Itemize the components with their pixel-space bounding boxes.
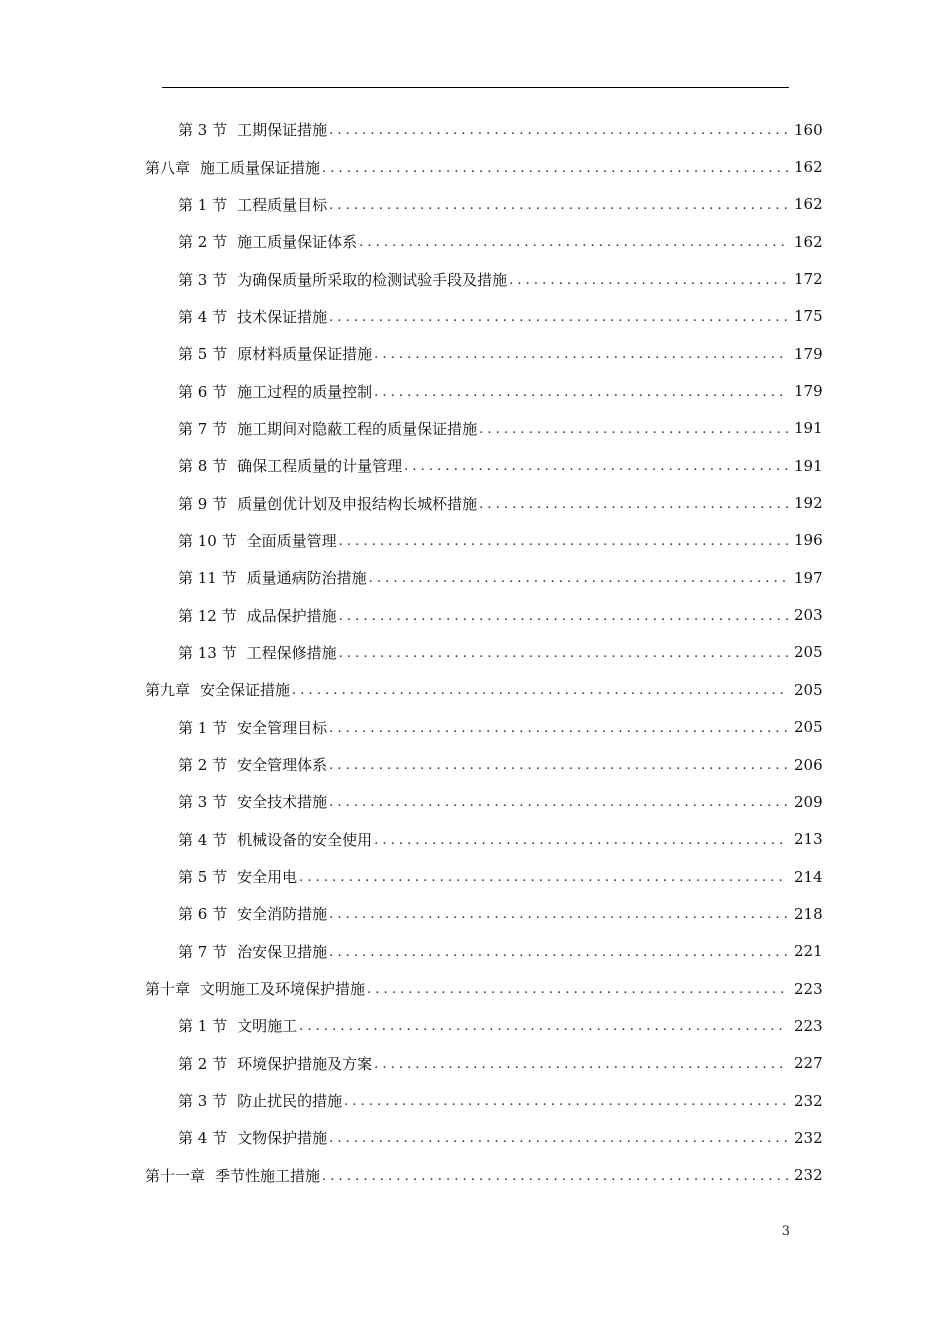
toc-entry-title: 安全管理体系 — [237, 756, 328, 775]
toc-entry-label — [178, 119, 327, 140]
toc-entry-number: 第 2 节 — [178, 756, 228, 775]
toc-entry-number: 第 9 节 — [178, 494, 228, 513]
toc-section-entry[interactable] — [0, 447, 822, 484]
toc-entry-number: 第 4 节 — [178, 307, 228, 326]
toc-chapter-entry[interactable] — [0, 1157, 822, 1194]
toc-entry-page: 162 — [794, 195, 823, 214]
toc-entry-label — [178, 306, 327, 327]
toc-dot-leader — [329, 310, 788, 325]
toc-entry-page: 232 — [794, 1166, 823, 1185]
toc-entry-label — [178, 1015, 297, 1036]
toc-entry-title: 质量创优计划及申报结构长城杯措施 — [237, 494, 478, 513]
toc-dot-leader — [479, 497, 788, 512]
toc-entry-label — [178, 343, 372, 364]
toc-entry-page: 205 — [794, 718, 823, 737]
toc-entry-number: 第 6 节 — [178, 382, 228, 401]
toc-entry-title: 工程质量目标 — [237, 195, 328, 214]
toc-dot-leader — [339, 646, 788, 661]
toc-entry-number: 第 1 节 — [178, 718, 228, 737]
toc-entry-page: 191 — [794, 456, 823, 475]
toc-entry-title: 防止扰民的措施 — [237, 1092, 343, 1111]
toc-entry-number: 第 13 节 — [178, 643, 237, 662]
toc-entry-title: 季节性施工措施 — [215, 1166, 321, 1185]
toc-entry-number: 第十一章 — [145, 1166, 206, 1185]
toc-entry-label — [145, 157, 320, 178]
toc-entry-page: 213 — [794, 830, 823, 849]
toc-entry-number: 第 6 节 — [178, 905, 228, 924]
toc-entry-label — [178, 829, 372, 850]
toc-entry-page: 206 — [794, 755, 823, 774]
toc-entry-title: 安全用电 — [237, 868, 298, 887]
toc-entry-title: 确保工程质量的计量管理 — [237, 457, 403, 476]
toc-entry-number: 第 3 节 — [178, 121, 228, 140]
toc-section-entry[interactable] — [0, 484, 822, 521]
toc-section-entry[interactable] — [0, 223, 822, 260]
toc-dot-leader — [299, 870, 788, 885]
toc-section-entry[interactable] — [0, 559, 822, 596]
toc-dot-leader — [329, 1131, 788, 1146]
toc-entry-page: 203 — [794, 606, 823, 625]
toc-entry-label — [178, 1127, 327, 1148]
toc-entry-label — [178, 754, 327, 775]
toc-entry-number: 第 11 节 — [178, 569, 237, 588]
toc-entry-title: 安全消防措施 — [237, 905, 328, 924]
toc-section-entry[interactable] — [0, 111, 822, 148]
toc-dot-leader — [344, 1094, 788, 1109]
toc-entry-label — [178, 567, 367, 588]
toc-chapter-entry[interactable] — [0, 970, 822, 1007]
toc-entry-label — [145, 679, 290, 700]
toc-entry-page: 214 — [794, 867, 823, 886]
toc-section-entry[interactable] — [0, 895, 822, 932]
toc-entry-number: 第 1 节 — [178, 1017, 228, 1036]
toc-entry-number: 第 1 节 — [178, 195, 228, 214]
toc-entry-page: 205 — [794, 680, 823, 699]
toc-section-entry[interactable] — [0, 298, 822, 335]
toc-dot-leader — [339, 534, 788, 549]
toc-entry-title: 安全管理目标 — [237, 718, 328, 737]
toc-section-entry[interactable] — [0, 821, 822, 858]
toc-entry-title: 为确保质量所采取的检测试验手段及措施 — [237, 270, 508, 289]
toc-entry-number: 第 5 节 — [178, 868, 228, 887]
toc-entry-label — [178, 269, 507, 290]
toc-section-entry[interactable] — [0, 372, 822, 409]
toc-entry-label — [178, 941, 327, 962]
toc-dot-leader — [374, 833, 788, 848]
toc-entry-label — [178, 642, 337, 663]
toc-section-entry[interactable] — [0, 410, 822, 447]
toc-entry-number: 第 8 节 — [178, 457, 228, 476]
toc-entry-number: 第十章 — [145, 980, 191, 999]
toc-entry-number: 第 2 节 — [178, 233, 228, 252]
toc-entry-title: 文明施工 — [237, 1017, 298, 1036]
toc-entry-title: 技术保证措施 — [237, 307, 328, 326]
toc-entry-page: 160 — [794, 120, 823, 139]
toc-entry-title: 治安保卫措施 — [237, 942, 328, 961]
toc-entry-number: 第 3 节 — [178, 270, 228, 289]
toc-entry-label — [178, 231, 357, 252]
toc-entry-number: 第 10 节 — [178, 531, 237, 550]
toc-entry-title: 安全保证措施 — [200, 681, 291, 700]
toc-entry-label — [178, 717, 327, 738]
toc-dot-leader — [404, 459, 788, 474]
toc-dot-leader — [329, 198, 788, 213]
toc-entry-page: 232 — [794, 1128, 823, 1147]
table-of-contents — [0, 111, 950, 1194]
toc-entry-title: 工期保证措施 — [237, 121, 328, 140]
toc-section-entry[interactable] — [0, 1045, 822, 1082]
toc-chapter-entry[interactable] — [0, 671, 822, 708]
toc-entry-title: 安全技术措施 — [237, 793, 328, 812]
toc-entry-page: 196 — [794, 531, 823, 550]
toc-entry-page: 209 — [794, 792, 823, 811]
toc-entry-title: 工程保修措施 — [246, 643, 337, 662]
toc-entry-page: 227 — [794, 1054, 823, 1073]
toc-dot-leader — [339, 609, 788, 624]
toc-entry-label — [178, 866, 297, 887]
toc-dot-leader — [374, 1057, 788, 1072]
toc-entry-number: 第 4 节 — [178, 830, 228, 849]
toc-dot-leader — [367, 982, 788, 997]
toc-entry-page: 162 — [794, 232, 823, 251]
toc-entry-title: 施工期间对隐蔽工程的质量保证措施 — [237, 419, 478, 438]
toc-entry-page: 175 — [794, 307, 823, 326]
toc-entry-label — [145, 978, 365, 999]
toc-entry-title: 施工质量保证体系 — [237, 233, 358, 252]
toc-entry-number: 第 3 节 — [178, 1092, 228, 1111]
toc-entry-label — [178, 530, 337, 551]
toc-entry-label — [145, 1165, 320, 1186]
toc-entry-number: 第 12 节 — [178, 606, 237, 625]
toc-entry-number: 第 7 节 — [178, 419, 228, 438]
toc-dot-leader — [329, 721, 788, 736]
toc-chapter-entry[interactable] — [0, 148, 822, 185]
toc-section-entry[interactable] — [0, 260, 822, 297]
toc-dot-leader — [374, 385, 788, 400]
toc-entry-title: 质量通病防治措施 — [246, 569, 367, 588]
toc-entry-page: 179 — [794, 382, 823, 401]
toc-entry-page: 218 — [794, 904, 823, 923]
toc-entry-page: 232 — [794, 1091, 823, 1110]
toc-entry-label — [178, 1053, 372, 1074]
toc-dot-leader — [329, 795, 788, 810]
toc-entry-label — [178, 381, 372, 402]
header-rule — [162, 87, 789, 88]
toc-dot-leader — [359, 235, 788, 250]
toc-entry-page: 223 — [794, 1016, 823, 1035]
toc-entry-title: 文明施工及环境保护措施 — [200, 980, 366, 999]
toc-entry-label — [178, 791, 327, 812]
toc-entry-page: 205 — [794, 643, 823, 662]
toc-section-entry[interactable] — [0, 1082, 822, 1119]
toc-dot-leader — [329, 123, 788, 138]
toc-entry-label — [178, 1090, 342, 1111]
page-number: 3 — [781, 1224, 790, 1239]
toc-section-entry[interactable] — [0, 1119, 822, 1156]
toc-entry-number: 第八章 — [145, 158, 191, 177]
toc-dot-leader — [329, 907, 788, 922]
toc-entry-number: 第 5 节 — [178, 345, 228, 364]
toc-entry-page: 192 — [794, 494, 823, 513]
toc-entry-page: 179 — [794, 344, 823, 363]
toc-entry-number: 第 7 节 — [178, 942, 228, 961]
toc-dot-leader — [369, 571, 788, 586]
toc-entry-page: 172 — [794, 270, 823, 289]
toc-dot-leader — [374, 347, 788, 362]
toc-entry-page: 162 — [794, 158, 823, 177]
toc-entry-label — [178, 605, 337, 626]
toc-entry-title: 全面质量管理 — [246, 531, 337, 550]
toc-entry-number: 第 4 节 — [178, 1129, 228, 1148]
toc-section-entry[interactable] — [0, 709, 822, 746]
toc-dot-leader — [322, 161, 788, 176]
toc-entry-label — [178, 903, 327, 924]
toc-entry-title: 成品保护措施 — [246, 606, 337, 625]
toc-entry-page: 197 — [794, 568, 823, 587]
toc-entry-title: 原材料质量保证措施 — [237, 345, 373, 364]
toc-section-entry[interactable] — [0, 335, 822, 372]
toc-entry-title: 施工质量保证措施 — [200, 158, 321, 177]
toc-section-entry[interactable] — [0, 634, 822, 671]
toc-entry-label — [178, 418, 477, 439]
toc-entry-number: 第九章 — [145, 681, 191, 700]
toc-section-entry[interactable] — [0, 933, 822, 970]
toc-entry-page: 191 — [794, 419, 823, 438]
toc-entry-label — [178, 194, 327, 215]
toc-section-entry[interactable] — [0, 596, 822, 633]
toc-entry-page: 221 — [794, 942, 823, 961]
toc-entry-label — [178, 493, 477, 514]
toc-section-entry[interactable] — [0, 746, 822, 783]
toc-dot-leader — [299, 1019, 788, 1034]
toc-section-entry[interactable] — [0, 522, 822, 559]
toc-entry-title: 文物保护措施 — [237, 1129, 328, 1148]
toc-entry-title: 机械设备的安全使用 — [237, 830, 373, 849]
toc-entry-number: 第 2 节 — [178, 1054, 228, 1073]
toc-dot-leader — [322, 1169, 788, 1184]
toc-entry-title: 环境保护措施及方案 — [237, 1054, 373, 1073]
toc-dot-leader — [292, 683, 788, 698]
toc-dot-leader — [509, 273, 788, 288]
toc-section-entry[interactable] — [0, 1007, 822, 1044]
toc-section-entry[interactable] — [0, 783, 822, 820]
toc-entry-number: 第 3 节 — [178, 793, 228, 812]
toc-section-entry[interactable] — [0, 858, 822, 895]
toc-entry-title: 施工过程的质量控制 — [237, 382, 373, 401]
toc-dot-leader — [329, 945, 788, 960]
toc-entry-page: 223 — [794, 979, 823, 998]
toc-entry-label — [178, 455, 402, 476]
toc-dot-leader — [479, 422, 788, 437]
toc-section-entry[interactable] — [0, 186, 822, 223]
toc-dot-leader — [329, 758, 788, 773]
